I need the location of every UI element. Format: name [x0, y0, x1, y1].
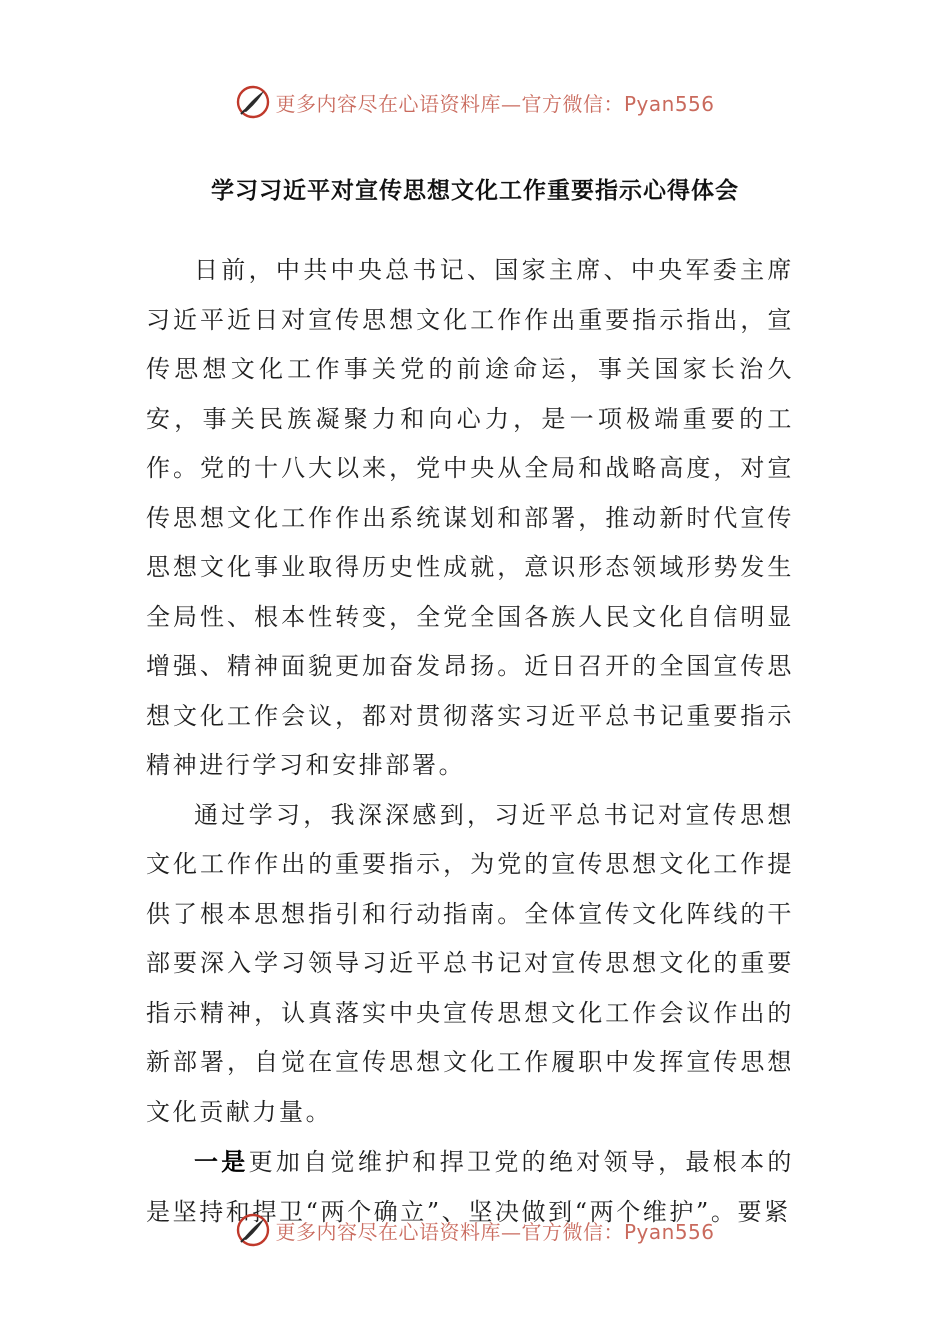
paragraph-2-text: 通过学习，我深深感到，习近平总书记对宣传思想文化工作作出的重要指示，为党的宣传思想文化工作提供了根本思想指引和行动指南。全体宣传文化阵线的干部要深入学习领导习近平总书记对宣传思想文化的重要指示精神，认真落实中央宣传思想文化工作会议作出的新部署，自觉在宣传思想文化工作履职中发挥宣传思想文化贡献力量。 — [146, 800, 794, 1126]
document-body — [146, 246, 794, 1237]
header-watermark-prefix: 更多内容尽在心语资料库—官方微信： — [275, 91, 624, 116]
footer-watermark — [0, 1208, 950, 1252]
header-wechat-id: Pyan556 — [623, 91, 715, 116]
paragraph-3-text: 更加自觉维护和捍卫党的绝对领导，最根本的是坚持和捍卫“两个确立”、坚决做到“两个维护”。要紧 — [146, 1148, 794, 1226]
paragraph-3-lead: 一是 — [194, 1147, 249, 1176]
header-watermark-text — [275, 88, 714, 117]
paragraph-2 — [146, 791, 794, 1138]
document-title: 学习习近平对宣传思想文化工作重要指示心得体会 — [211, 178, 739, 204]
quill-logo-icon — [235, 1212, 271, 1248]
footer-watermark-text — [275, 1216, 714, 1245]
footer-wechat-id: Pyan556 — [623, 1219, 715, 1244]
paragraph-1-text: 日前，中共中央总书记、国家主席、中央军委主席习近平近日对宣传思想文化工作作出重要指示指出，宣传思想文化工作事关党的前途命运，事关国家长治久安，事关民族凝聚力和向心力，是一项极端重要的工作。党的十八大以来，党中央从全局和战略高度，对宣传思想文化工作作出系统谋划和部署，推动新时代宣传思想文化事业取得历史性成就，意识形态领域形势发生全局性、根本性转变，全党全国各族人民文化自信明显增强、精神面貌更加奋发昂扬。近日召开的全国宣传思想文化工作会议，都对贯彻落实习近平总书记重要指示精神进行学习和安排部署。 — [146, 256, 794, 779]
footer-watermark-prefix: 更多内容尽在心语资料库—官方微信： — [275, 1219, 624, 1244]
paragraph-1 — [146, 246, 794, 791]
header-watermark — [0, 80, 950, 124]
quill-logo-icon — [235, 84, 271, 120]
